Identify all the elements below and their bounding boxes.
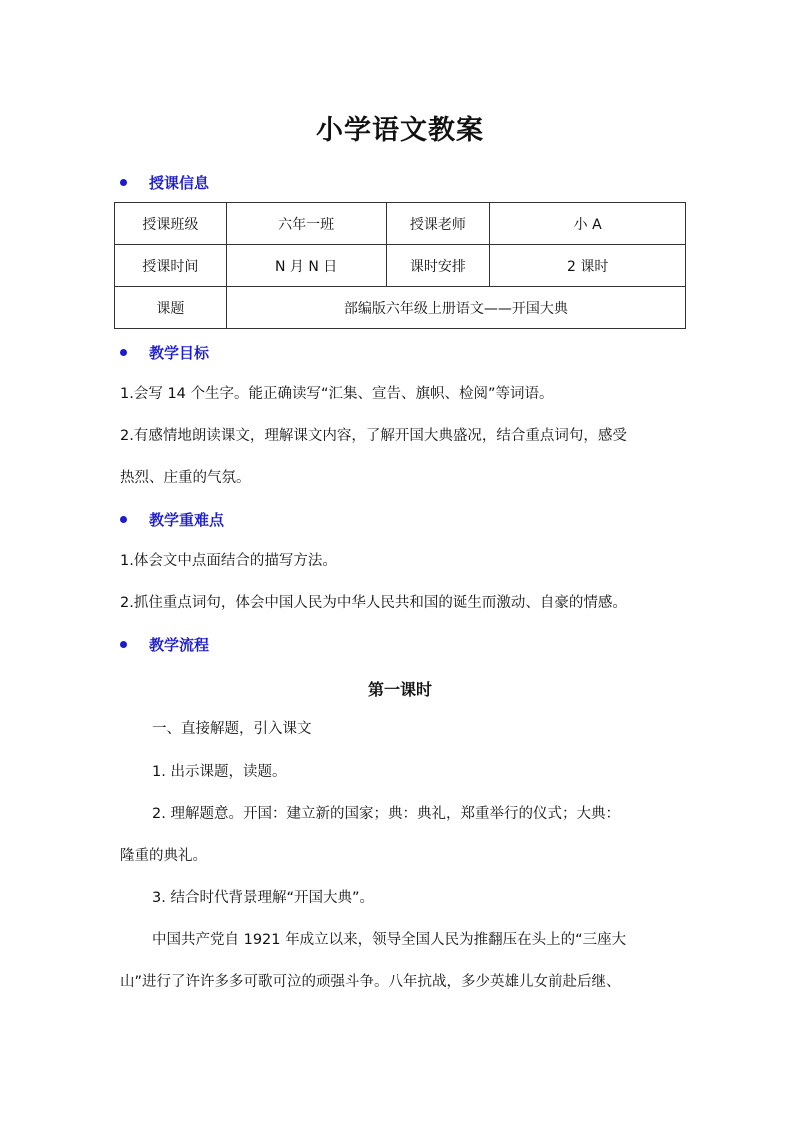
bullet-icon [120,179,127,186]
section-heading-goals [120,340,209,364]
table-row [115,245,686,287]
bullet-icon [120,641,127,648]
section-heading-info [120,170,209,194]
goal-line: 2.有感情地朗读课文，理解课文内容，了解开国大典盛况，结合重点词句，感受 [120,428,627,444]
key-point-line: 2.抓住重点词句，体会中国人民为中华人民共和国的诞生而激动、自豪的情感。 [120,595,627,611]
key-point-line: 1.体会文中点面结合的描写方法。 [120,553,337,569]
topic-label-cell: 课题 [115,287,227,329]
section-heading-process [120,632,209,656]
bullet-icon [120,349,127,356]
teacher-label-cell: 授课老师 [386,203,490,245]
time-label-cell: 授课时间 [115,245,227,287]
topic-value-cell: 部编版六年级上册语文——开国大典 [226,287,685,329]
lesson-item: 3. 结合时代背景理解“开国大典”。 [152,890,374,906]
section-heading-label: 教学流程 [149,635,210,654]
section-heading-label: 教学重难点 [149,510,225,529]
lesson-item-continued: 隆重的典礼。 [120,848,207,864]
section-heading-key-points [120,507,224,531]
bullet-icon [120,516,127,523]
lesson-paragraph-line: 山”进行了许许多多可歌可泣的顽强斗争。八年抗战，多少英雄儿女前赴后继、 [120,974,621,990]
goal-line: 1.会写 14 个生字。能正确读写“汇集、宣告、旗帜、检阅”等词语。 [120,386,554,402]
class-value-cell: 六年一班 [226,203,386,245]
table-row [115,203,686,245]
lesson-item: 2. 理解题意。开国：建立新的国家；典：典礼，郑重举行的仪式；大典： [152,806,620,822]
schedule-value-cell: 2 课时 [490,245,686,287]
document-title: 小学语文教案 [316,115,484,146]
goal-line: 热烈、庄重的气氛。 [120,470,251,486]
table-row [115,287,686,329]
info-table [114,202,686,329]
class-label-cell: 授课班级 [115,203,227,245]
time-value-cell: N 月 N 日 [226,245,386,287]
lesson-item: 1. 出示课题，读题。 [152,764,287,780]
lesson-heading: 第一课时 [367,680,432,699]
section-heading-label: 授课信息 [149,173,210,192]
section-heading-label: 教学目标 [149,343,210,362]
lesson-step: 一、直接解题，引入课文 [152,721,312,737]
schedule-label-cell: 课时安排 [386,245,490,287]
lesson-paragraph-line: 中国共产党自 1921 年成立以来，领导全国人民为推翻压在头上的“三座大 [152,932,627,948]
teacher-value-cell: 小 A [490,203,686,245]
